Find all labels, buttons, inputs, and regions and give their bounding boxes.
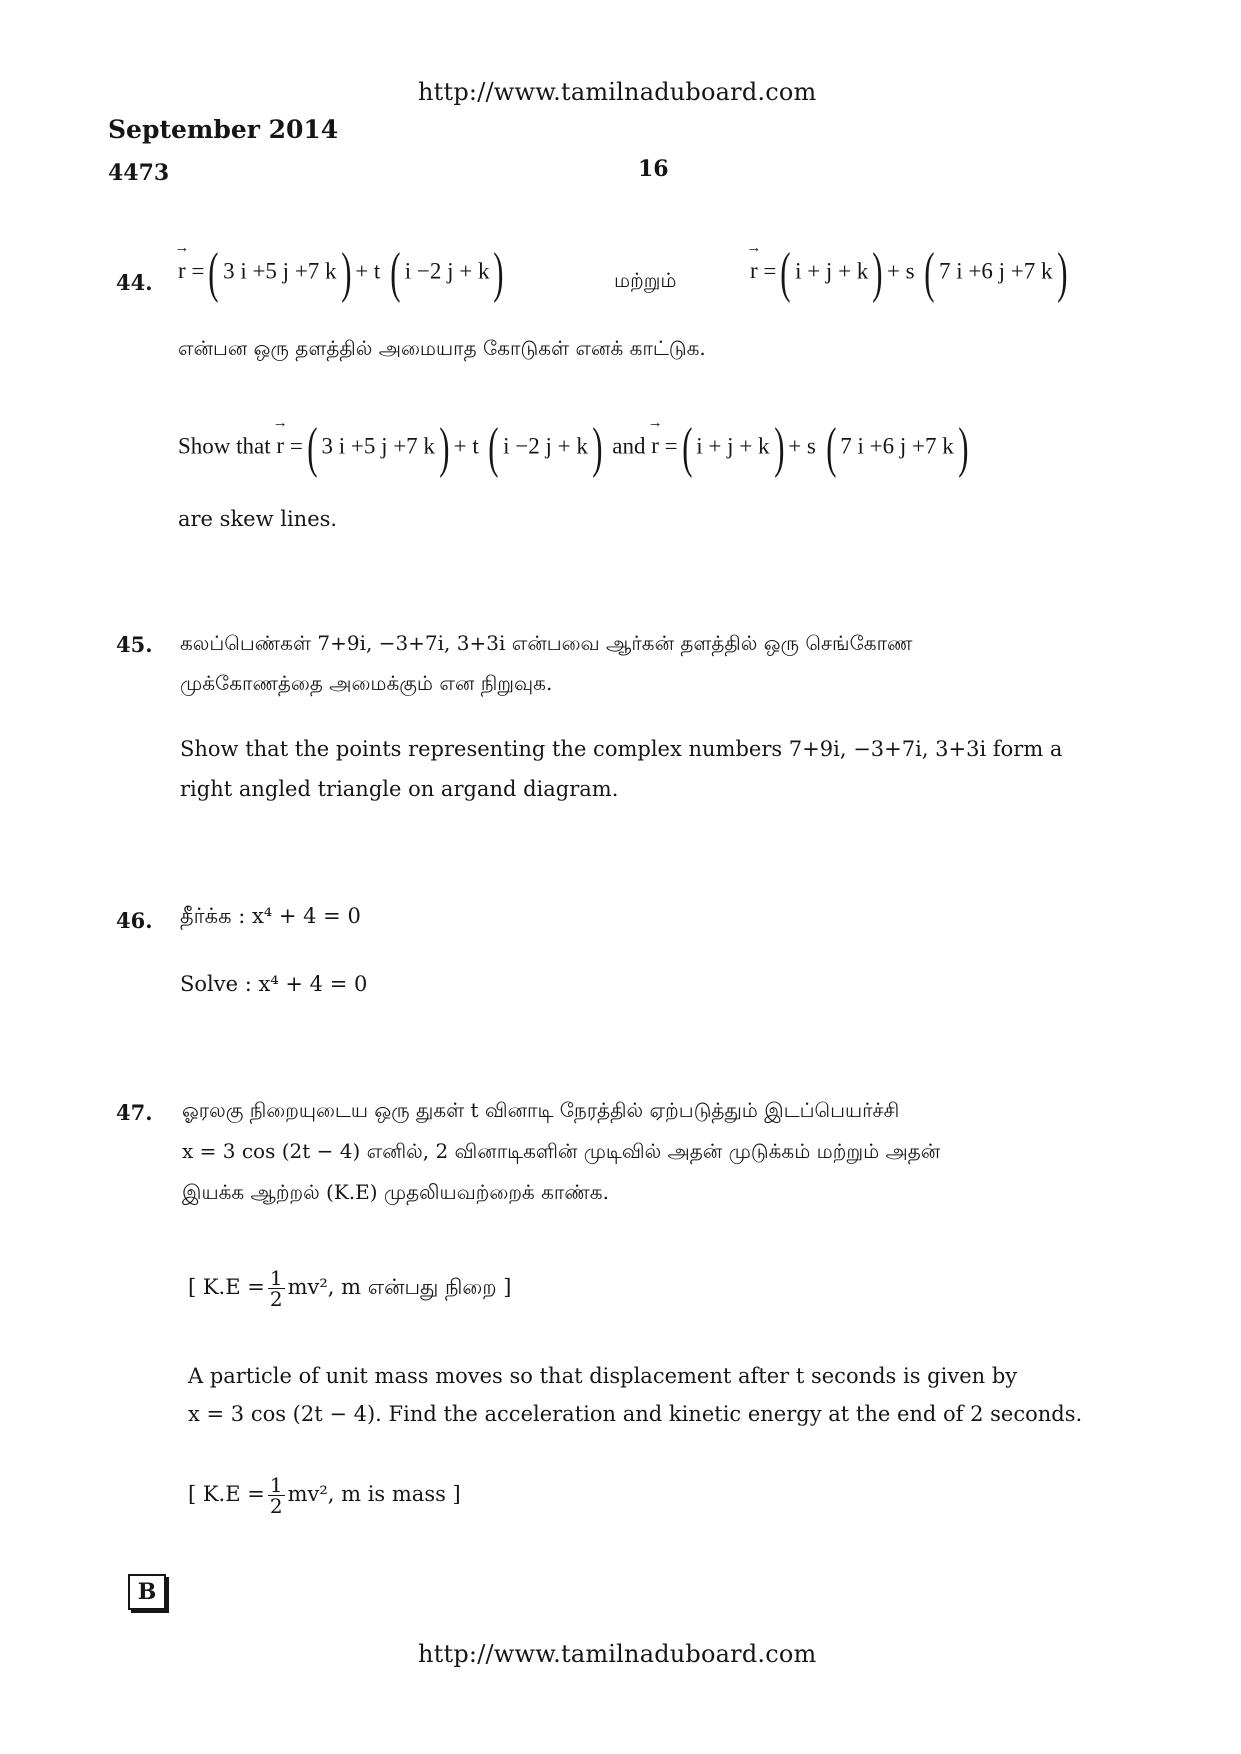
q44-line2-point: i + j + k [696, 433, 770, 459]
question-number-45: 45. [116, 632, 153, 657]
vector-r: → r [178, 258, 186, 284]
q44-show-that: Show that [178, 433, 271, 459]
q44-line1-tamil: → r =( 3 i +5 j +7 k) + t ( i −2 j + k) [178, 245, 508, 301]
exam-date: September 2014 [108, 115, 339, 144]
page-number: 16 [638, 156, 669, 182]
fraction-half [268, 1268, 285, 1309]
ke-prefix: [ K.E = [188, 1275, 265, 1299]
header-url: http://www.tamilnaduboard.com [418, 78, 817, 106]
q47-english-line1: A particle of unit mass moves so that displacement after t seconds is given by [188, 1364, 1018, 1388]
q45-english-line1: Show that the points representing the complex numbers 7+9i, −3+7i, 3+3i form a [180, 737, 1063, 761]
q45-english-line2: right angled triangle on argand diagram. [180, 777, 619, 801]
q47-ke-formula-tamil [188, 1268, 511, 1309]
fraction-numerator: 1 [269, 1473, 283, 1497]
fraction-denominator: 2 [269, 1494, 283, 1518]
q44-english-suffix: are skew lines. [178, 507, 338, 531]
vector-r: → r [750, 258, 758, 284]
question-number-47: 47. [116, 1100, 153, 1125]
q44-line2-tamil: → r =( i + j + k) + s ( 7 i +6 j +7 k) [750, 245, 1071, 301]
q45-tamil-line1: கலப்பெண்கள் 7+9i, −3+7i, 3+3i என்பவை ஆர்கன் தளத்தில் ஒரு செங்கோண [180, 631, 913, 655]
footer-url: http://www.tamilnaduboard.com [418, 1640, 817, 1668]
q44-english-statement: Show that → r =( 3 i +5 j +7 k) + t ( i −2 j + k) and → r =( i + j + k) + s ( 7 i +6 j +7 k) [178, 420, 972, 476]
fraction-half [268, 1475, 285, 1516]
q47-tamil-line1: ஓரலகு நிறையுடைய ஒரு துகள் t வினாடி நேரத்தில் ஏற்படுத்தும் இடப்பெயர்ச்சி [182, 1098, 900, 1122]
q47-ke-formula-english [188, 1475, 461, 1516]
q44-param-s: + s [788, 433, 816, 459]
q44-param-t: + t [355, 258, 381, 284]
ke-suffix: mv², m is mass ] [287, 1482, 461, 1506]
q44-line1-direction: i −2 j + k [503, 433, 588, 459]
question-number-46: 46. [116, 908, 153, 933]
q44-tamil-text: என்பன ஒரு தளத்தில் அமையாத கோடுகள் எனக் காட்டுக. [178, 336, 706, 360]
q44-line1-direction: i −2 j + k [404, 258, 490, 284]
paper-code: 4473 [108, 160, 170, 186]
ke-prefix: [ K.E = [188, 1482, 265, 1506]
fraction-denominator: 2 [269, 1287, 283, 1311]
ke-suffix: mv², m என்பது நிறை ] [287, 1275, 512, 1299]
vector-r: → r [651, 433, 659, 459]
vector-r: → r [276, 433, 284, 459]
q47-tamil-line2: x = 3 cos (2t − 4) எனில், 2 வினாடிகளின் முடிவில் அதன் முடுக்கம் மற்றும் அதன் [182, 1139, 941, 1163]
q46-english-text: Solve : x⁴ + 4 = 0 [180, 972, 368, 996]
q47-tamil-line3: இயக்க ஆற்றல் (K.E) முதலியவற்றைக் காண்க. [182, 1180, 609, 1204]
q44-and: and [612, 433, 646, 459]
q46-tamil-text: தீர்க்க : x⁴ + 4 = 0 [180, 904, 361, 928]
q44-line1-point: 3 i +5 j +7 k [223, 258, 337, 284]
q44-tamil-conjunction: மற்றும் [614, 268, 677, 292]
question-number-44: 44. [116, 270, 153, 295]
q44-line2-direction: 7 i +6 j +7 k [840, 433, 954, 459]
q44-param-s: + s [886, 258, 915, 284]
q44-param-t: + t [453, 433, 479, 459]
fraction-numerator: 1 [269, 1266, 283, 1290]
q44-line1-point: 3 i +5 j +7 k [321, 433, 435, 459]
version-box: B [128, 1574, 166, 1610]
q47-english-line2: x = 3 cos (2t − 4). Find the acceleration and kinetic energy at the end of 2 seconds. [188, 1402, 1083, 1426]
q44-line2-direction: 7 i +6 j +7 k [939, 258, 1053, 284]
q45-tamil-line2: முக்கோணத்தை அமைக்கும் என நிறுவுக. [180, 671, 553, 695]
q44-line2-point: i + j + k [795, 258, 869, 284]
